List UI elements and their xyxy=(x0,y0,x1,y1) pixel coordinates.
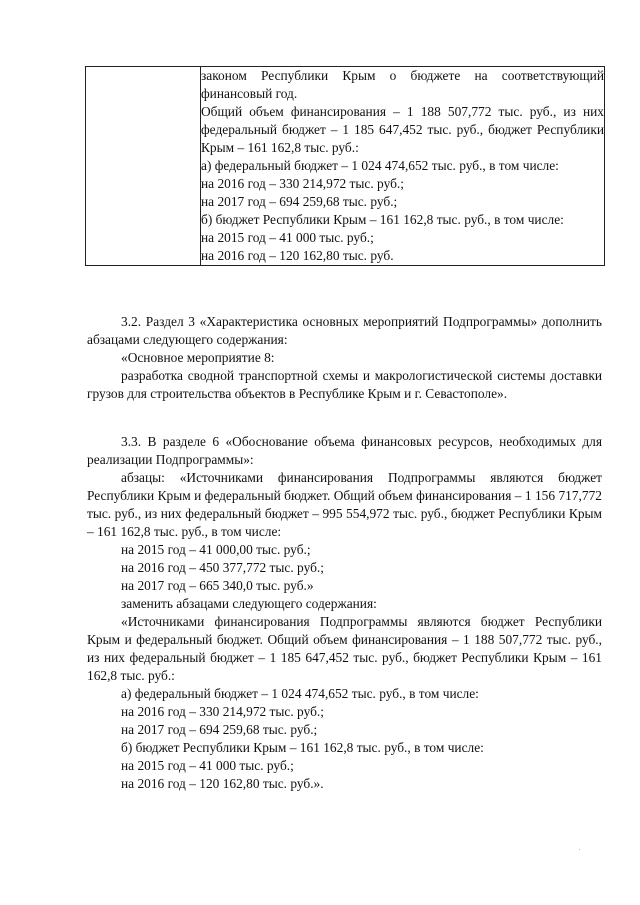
old-year-line: на 2015 год – 41 000,00 тыс. руб.; xyxy=(121,542,311,557)
old-year-line: на 2016 год – 450 377,772 тыс. руб.; xyxy=(121,560,324,575)
table-row xyxy=(86,67,605,266)
cell-paragraph: Общий объем финансирования – 1 188 507,772 тыс. руб., из них федеральный бюджет – 1 185 647,452 тыс. руб., бюджет Республики Крым – 161 162,8 тыс. руб.: xyxy=(201,104,604,155)
new-line: на 2017 год – 694 259,68 тыс. руб.; xyxy=(121,722,318,737)
section-3-2-item: «Основное мероприятие 8: xyxy=(121,350,275,365)
old-year-line: на 2017 год – 665 340,0 тыс. руб.» xyxy=(121,578,314,593)
new-line: на 2016 год – 330 214,972 тыс. руб.; xyxy=(121,704,324,719)
cell-paragraph: на 2017 год – 694 259,68 тыс. руб.; xyxy=(201,194,398,209)
replace-label: заменить абзацами следующего содержания: xyxy=(121,596,377,611)
new-line: на 2016 год – 120 162,80 тыс. руб.». xyxy=(121,776,324,791)
new-line: а) федеральный бюджет – 1 024 474,652 тыс. руб., в том числе: xyxy=(121,686,479,701)
cell-paragraph: б) бюджет Республики Крым – 161 162,8 тыс. руб., в том числе: xyxy=(201,212,564,227)
section-3-3-new-text: «Источниками финансирования Подпрограммы являются бюджет Республики Крым и федеральный бюджет. Общий объем финансирования – 1 188 507,772 тыс. руб., из них федеральный бюджет – 1 185 647,452 тыс. руб., бюджет Республики Крым – 161 162,8 тыс. руб.: xyxy=(87,614,602,683)
cell-paragraph: на 2016 год – 120 162,80 тыс. руб. xyxy=(201,248,394,263)
cell-paragraph: законом Республики Крым о бюджете на соответствующий финансовый год. xyxy=(201,68,604,101)
cell-paragraph: на 2016 год – 330 214,972 тыс. руб.; xyxy=(201,176,404,191)
section-3-3-intro: 3.3. В разделе 6 «Обоснование объема финансовых ресурсов, необходимых для реализации Подпрограммы»: xyxy=(87,434,602,467)
new-line: б) бюджет Республики Крым – 161 162,8 тыс. руб., в том числе: xyxy=(121,740,484,755)
section-3-3 xyxy=(87,433,602,793)
section-3-2 xyxy=(87,313,602,403)
cell-paragraph: на 2015 год – 41 000 тыс. руб.; xyxy=(201,230,374,245)
section-3-3-old-text: абзацы: «Источниками финансирования Подпрограммы являются бюджет Республики Крым и федеральный бюджет. Общий объем финансирования – 1 156 717,772 тыс. руб., из них федеральный бюджет – 995 554,972 тыс. руб., бюджет Республики Крым – 161 162,8 тыс. руб., в том числе: xyxy=(87,470,602,539)
cell-paragraph: а) федеральный бюджет – 1 024 474,652 тыс. руб., в том числе: xyxy=(201,158,559,173)
financing-table xyxy=(85,66,605,266)
table-right-cell xyxy=(201,67,605,266)
scan-dot-mark xyxy=(578,848,581,851)
table-left-cell xyxy=(86,67,201,266)
new-line: на 2015 год – 41 000 тыс. руб.; xyxy=(121,758,294,773)
section-3-2-intro: 3.2. Раздел 3 «Характеристика основных мероприятий Подпрограммы» дополнить абзацами следующего содержания: xyxy=(87,314,602,347)
section-3-2-text: разработка сводной транспортной схемы и макрологистической системы доставки грузов для строительства объектов в Республике Крым и г. Севастополе». xyxy=(87,368,602,401)
